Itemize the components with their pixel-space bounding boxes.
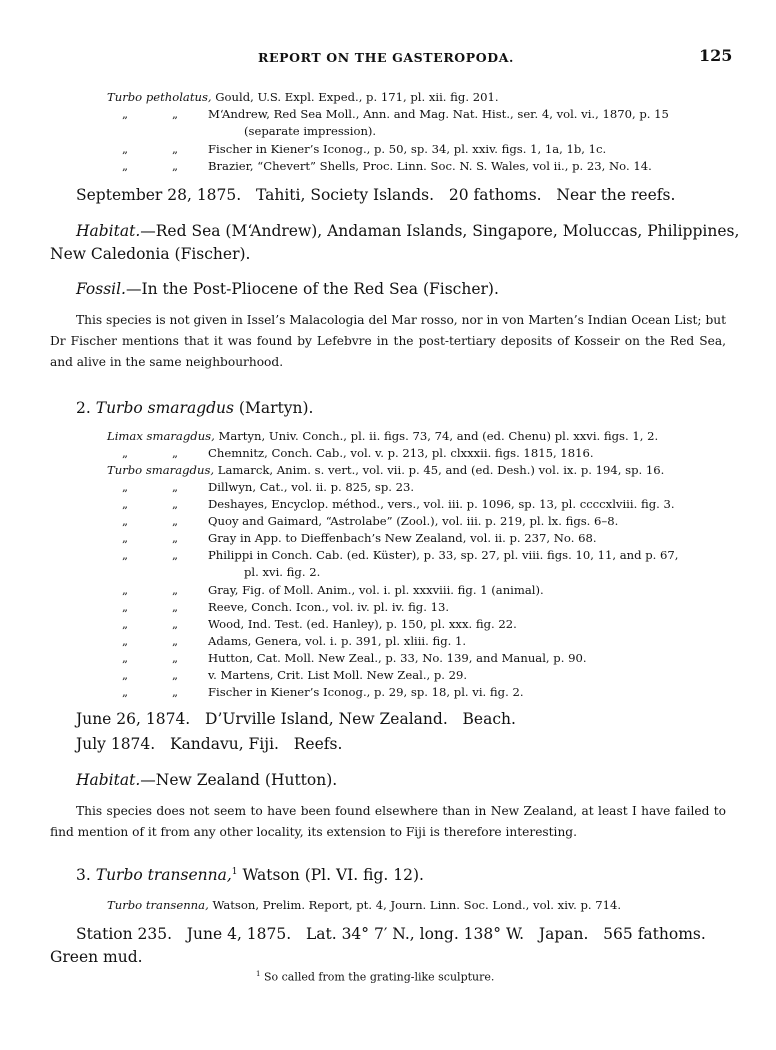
station-record: June 26, 1874. D’Urville Island, New Zealand. Beach. bbox=[76, 710, 516, 728]
synonym-line: „ „ Adams, Genera, vol. i. p. 391, pl. xliii. fig. 1. bbox=[122, 634, 467, 648]
habitat-label: Habitat. bbox=[76, 771, 141, 789]
species-name: Turbo smaragdus bbox=[95, 399, 234, 417]
synonym-line: „ „ Quoy and Gaimard, “Astrolabe” (Zool.), vol. iii. p. 219, pl. lx. figs. 6–8. bbox=[122, 514, 619, 528]
habitat-label: Habitat. bbox=[76, 222, 141, 240]
synonym-name: Turbo petholatus, bbox=[107, 90, 212, 104]
synonym-line: „ „ Reeve, Conch. Icon., vol. iv. pl. iv. fig. 13. bbox=[122, 600, 450, 614]
synonym-line: „ „ Chemnitz, Conch. Cab., vol. v. p. 213, pl. clxxxii. figs. 1815, 1816. bbox=[122, 446, 594, 460]
footnote: $^1$ So called from the grating-like sculpture. bbox=[256, 970, 495, 984]
running-header: REPORT ON THE GASTEROPODA. bbox=[258, 50, 514, 65]
synonym-line: „ „ Philippi in Conch. Cab. (ed. Küster), p. 33, sp. 27, pl. viii. figs. 10, 11, and p. 67, bbox=[122, 548, 679, 562]
synonym-line: „ „ Fischer in Kiener’s Iconog., p. 50, sp. 34, pl. xxiv. figs. 1, 1a, 1b, 1c. bbox=[122, 142, 607, 156]
habitat-line: Habitat.—New Zealand (Hutton). bbox=[76, 771, 338, 789]
paragraph: This species does not seem to have been found elsewhere than in New Zealand, at least I have failed to find mention of it from any other locality, its extension to Fiji is therefore interesting. bbox=[50, 804, 726, 839]
habitat-line: Habitat.—Red Sea (M‘Andrew), Andaman Islands, Singapore, Moluccas, Philippines, bbox=[76, 222, 740, 240]
station-continuation: Green mud. bbox=[50, 948, 143, 966]
synonym-line: Turbo transenna, Watson, Prelim. Report, pt. 4, Journ. Linn. Soc. Lond., vol. xiv. p. 714. bbox=[107, 898, 622, 912]
synonym-line: „ „ Fischer in Kiener’s Iconog., p. 29, sp. 18, pl. vi. fig. 2. bbox=[122, 685, 524, 699]
synonym-line: „ „ M‘Andrew, Red Sea Moll., Ann. and Mag. Nat. Hist., ser. 4, vol. vi., 1870, p. 15 bbox=[122, 107, 669, 121]
synonym-continuation: (separate impression). bbox=[244, 124, 377, 138]
synonym-line: „ „ Wood, Ind. Test. (ed. Hanley), p. 150, pl. xxx. fig. 22. bbox=[122, 617, 517, 631]
station-record: July 1874. Kandavu, Fiji. Reefs. bbox=[76, 735, 343, 753]
synonym-line: Turbo smaragdus, Lamarck, Anim. s. vert., vol. vii. p. 45, and (ed. Desh.) vol. ix. p. 194, sp. 16. bbox=[107, 463, 665, 477]
synonym-line: „ „ Gray, Fig. of Moll. Anim., vol. i. pl. xxxviii. fig. 1 (animal). bbox=[122, 583, 544, 597]
synonym-line: „ „ Gray in App. to Dieffenbach’s New Zealand, vol. ii. p. 237, No. 68. bbox=[122, 531, 597, 545]
footnote-marker: 1 bbox=[231, 866, 238, 877]
synonym-line: Limax smaragdus, Martyn, Univ. Conch., pl. ii. figs. 73, 74, and (ed. Chenu) pl. xxvi. figs. 1, 2. bbox=[107, 429, 659, 443]
synonym-line: Turbo petholatus, Gould, U.S. Expl. Exped., p. 171, pl. xii. fig. 201. bbox=[107, 90, 499, 104]
page-number: 125 bbox=[699, 46, 733, 65]
synonym-line: „ „ Hutton, Cat. Moll. New Zeal., p. 33, No. 139, and Manual, p. 90. bbox=[122, 651, 587, 665]
habitat-continuation: New Caledonia (Fischer). bbox=[50, 245, 251, 263]
station-record: Station 235. June 4, 1875. Lat. 34° 7′ N., long. 138° W. Japan. 565 fathoms. bbox=[76, 925, 706, 943]
synonym-line: „ „ Dillwyn, Cat., vol. ii. p. 825, sp. 23. bbox=[122, 480, 415, 494]
synonym-continuation: pl. xvi. fig. 2. bbox=[244, 565, 321, 579]
fossil-line: Fossil.—In the Post-Pliocene of the Red Sea (Fischer). bbox=[76, 280, 499, 298]
species-heading: 2. Turbo smaragdus (Martyn). bbox=[76, 399, 314, 417]
paragraph: This species is not given in Issel’s Malacologia del Mar rosso, nor in von Marten’s Indian Ocean List; but Dr Fischer mentions that it was found by Lefebvre in the post-tertiary deposits of Kosseir on the Red Sea, and alive in the same neighbourhood. bbox=[50, 313, 726, 369]
synonym-line: „ „ Deshayes, Encyclop. méthod., vers., vol. iii. p. 1096, sp. 13, pl. ccccxlviii. fig. 3. bbox=[122, 497, 675, 511]
synonym-line: „ „ v. Martens, Crit. List Moll. New Zeal., p. 29. bbox=[122, 668, 468, 682]
station-record: September 28, 1875. Tahiti, Society Islands. 20 fathoms. Near the reefs. bbox=[76, 186, 676, 204]
species-heading: 3. Turbo transenna,$^1$ Watson (Pl. VI. fig. 12). bbox=[76, 866, 424, 884]
fossil-label: Fossil. bbox=[76, 280, 126, 298]
species-name: Turbo transenna, bbox=[95, 866, 232, 884]
synonym-line: „ „ Brazier, “Chevert” Shells, Proc. Linn. Soc. N. S. Wales, vol ii., p. 23, No. 14. bbox=[122, 159, 652, 173]
